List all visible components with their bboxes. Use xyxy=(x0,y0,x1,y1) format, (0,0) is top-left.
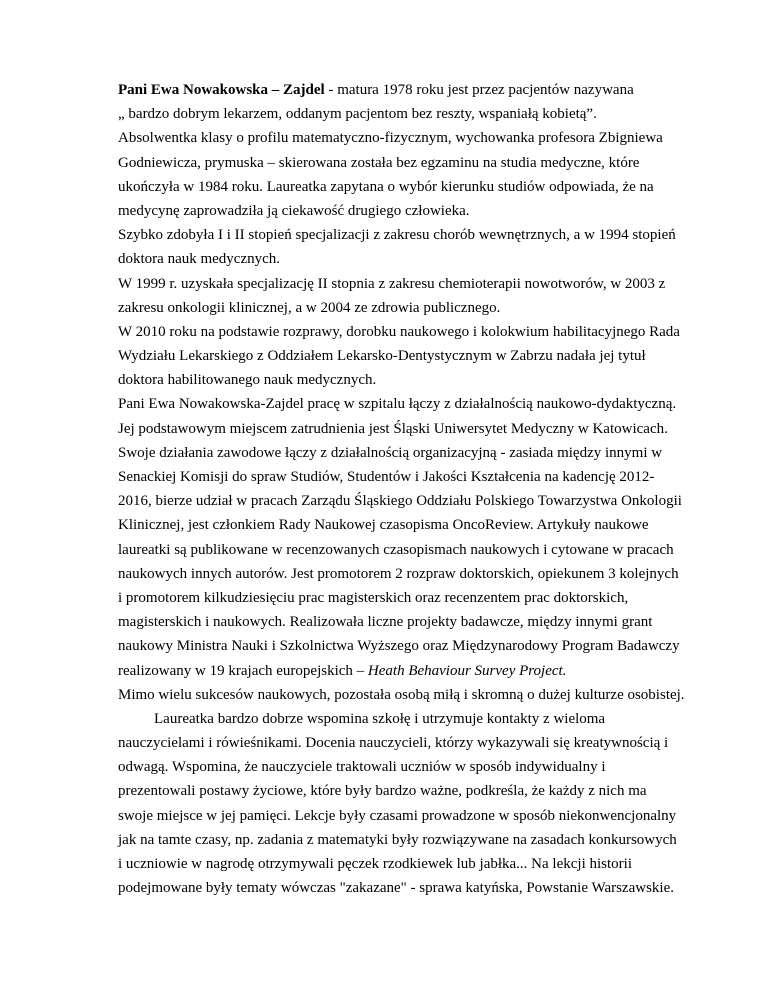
closing-line: prezentowali postawy życiowe, które były bardzo ważne, podkreśla, że każdy z nich ma xyxy=(118,783,647,800)
body-line: W 1999 r. uzyskała specjalizację II stopnia z zakresu chemioterapii nowotworów, w 2003 z xyxy=(118,275,666,292)
closing-first-line: Laureatka bardzo dobrze wspomina szkołę i utrzymuje kontakty z wieloma xyxy=(154,710,606,727)
body-line: magisterskich i naukowych. Realizowała liczne projekty badawcze, między innymi grant xyxy=(118,614,653,631)
summary-line: Mimo wielu sukcesów naukowych, pozostała osobą miłą i skromną o dużej kulturze osobistej. xyxy=(118,686,685,703)
body-line: laureatki są publikowane w recenzowanych czasopismach naukowych i cytowane w pracach xyxy=(118,541,674,558)
closing-line: odwagą. Wspomina, że nauczyciele traktowali uczniów w sposób indywidualny i xyxy=(118,759,606,776)
body-line: Klinicznej, jest członkiem Rady Naukowej czasopisma OncoReview. Artykuły naukowe xyxy=(118,517,649,534)
closing-line: nauczycielami i rówieśnikami. Docenia nauczycieli, którzy wykazywali się kreatywnością i xyxy=(118,735,669,752)
closing-line: i uczniowie w nagrodę otrzymywali pęczek rzodkiewek lub jabłka... Na lekcji historii xyxy=(118,856,632,872)
body-line: doktora nauk medycznych. xyxy=(118,251,281,268)
intro-line-1-rest: - matura 1978 roku jest przez pacjentów nazywana xyxy=(324,82,634,98)
body-line: zakresu onkologii klinicznej, a w 2004 ze zdrowia publicznego. xyxy=(118,299,501,316)
body-line: Absolwentka klasy o profilu matematyczno-fizycznym, wychowanka profesora Zbigniewa xyxy=(118,130,663,147)
closing-line: podejmowane były tematy wówczas "zakazane" - sprawa katyńska, Powstanie Warszawskie. xyxy=(118,880,674,897)
body-line: Jej podstawowym miejscem zatrudnienia jest Śląski Uniwersytet Medyczny w Katowicach. xyxy=(118,420,668,437)
body-line: naukowy Ministra Nauki i Szkolnictwa Wyższego oraz Międzynarodowy Program Badawczy xyxy=(118,638,680,655)
body-line: 2016, bierze udział w pracach Zarządu Śląskiego Oddziału Polskiego Towarzystwa Onkologii xyxy=(118,493,682,510)
intro-line-1 xyxy=(118,78,678,102)
body-line: medycynę zaprowadziła ją ciekawość drugiego człowieka. xyxy=(118,202,470,219)
body-line: i promotorem kilkudziesięciu prac magisterskich oraz recenzentem prac doktorskich, xyxy=(118,589,629,606)
project-name: Heath Behaviour Survey Project. xyxy=(367,662,567,679)
intro-quote-line: „ bardzo dobrym lekarzem, oddanym pacjentom bez reszty, wspaniałą kobietą”. xyxy=(118,106,597,123)
body-line: Szybko zdobyła I i II stopień specjalizacji z zakresu chorób wewnętrznych, a w 1994 stopień xyxy=(118,227,676,244)
body-line: Wydziału Lekarskiego z Oddziałem Lekarsko-Dentystycznym w Zabrzu nadała jej tytuł xyxy=(118,348,646,365)
body-line: ukończyła w 1984 roku. Laureatka zapytana o wybór kierunku studiów odpowiada, że na xyxy=(118,178,654,195)
body-line: W 2010 roku na podstawie rozprawy, dorobku naukowego i kolokwium habilitacyjnego Rada xyxy=(118,323,680,340)
subject-name: Pani Ewa Nowakowska – Zajdel xyxy=(118,82,325,98)
document-body xyxy=(118,78,685,900)
closing-line: swoje miejsce w jej pamięci. Lekcje były czasami prowadzone w sposób niekonwencjonalny xyxy=(118,807,677,824)
body-line: Senackiej Komisji do spraw Studiów, Studentów i Jakości Kształcenia na kadencję 2012- xyxy=(118,469,655,485)
closing-line: jak na tamte czasy, np. zadania z matematyki były rozwiązywane na zasadach konkursowych xyxy=(118,831,677,848)
body-line: Godniewicza, prymuska – skierowana została bez egzaminu na studia medyczne, które xyxy=(118,154,640,171)
body-line: Pani Ewa Nowakowska-Zajdel pracę w szpitalu łączy z działalnością naukowo-dydaktyczną. xyxy=(118,396,677,413)
body-line: naukowych innych autorów. Jest promotorem 2 rozpraw doktorskich, opiekunem 3 kolejnych xyxy=(118,565,679,582)
europe-line xyxy=(118,659,678,683)
body-line: doktora habilitowanego nauk medycznych. xyxy=(118,372,377,389)
europe-line-text: realizowany w 19 krajach europejskich – xyxy=(118,662,368,679)
body-line: Swoje działania zawodowe łączy z działalnością organizacyjną - zasiada między innymi w xyxy=(118,444,663,461)
